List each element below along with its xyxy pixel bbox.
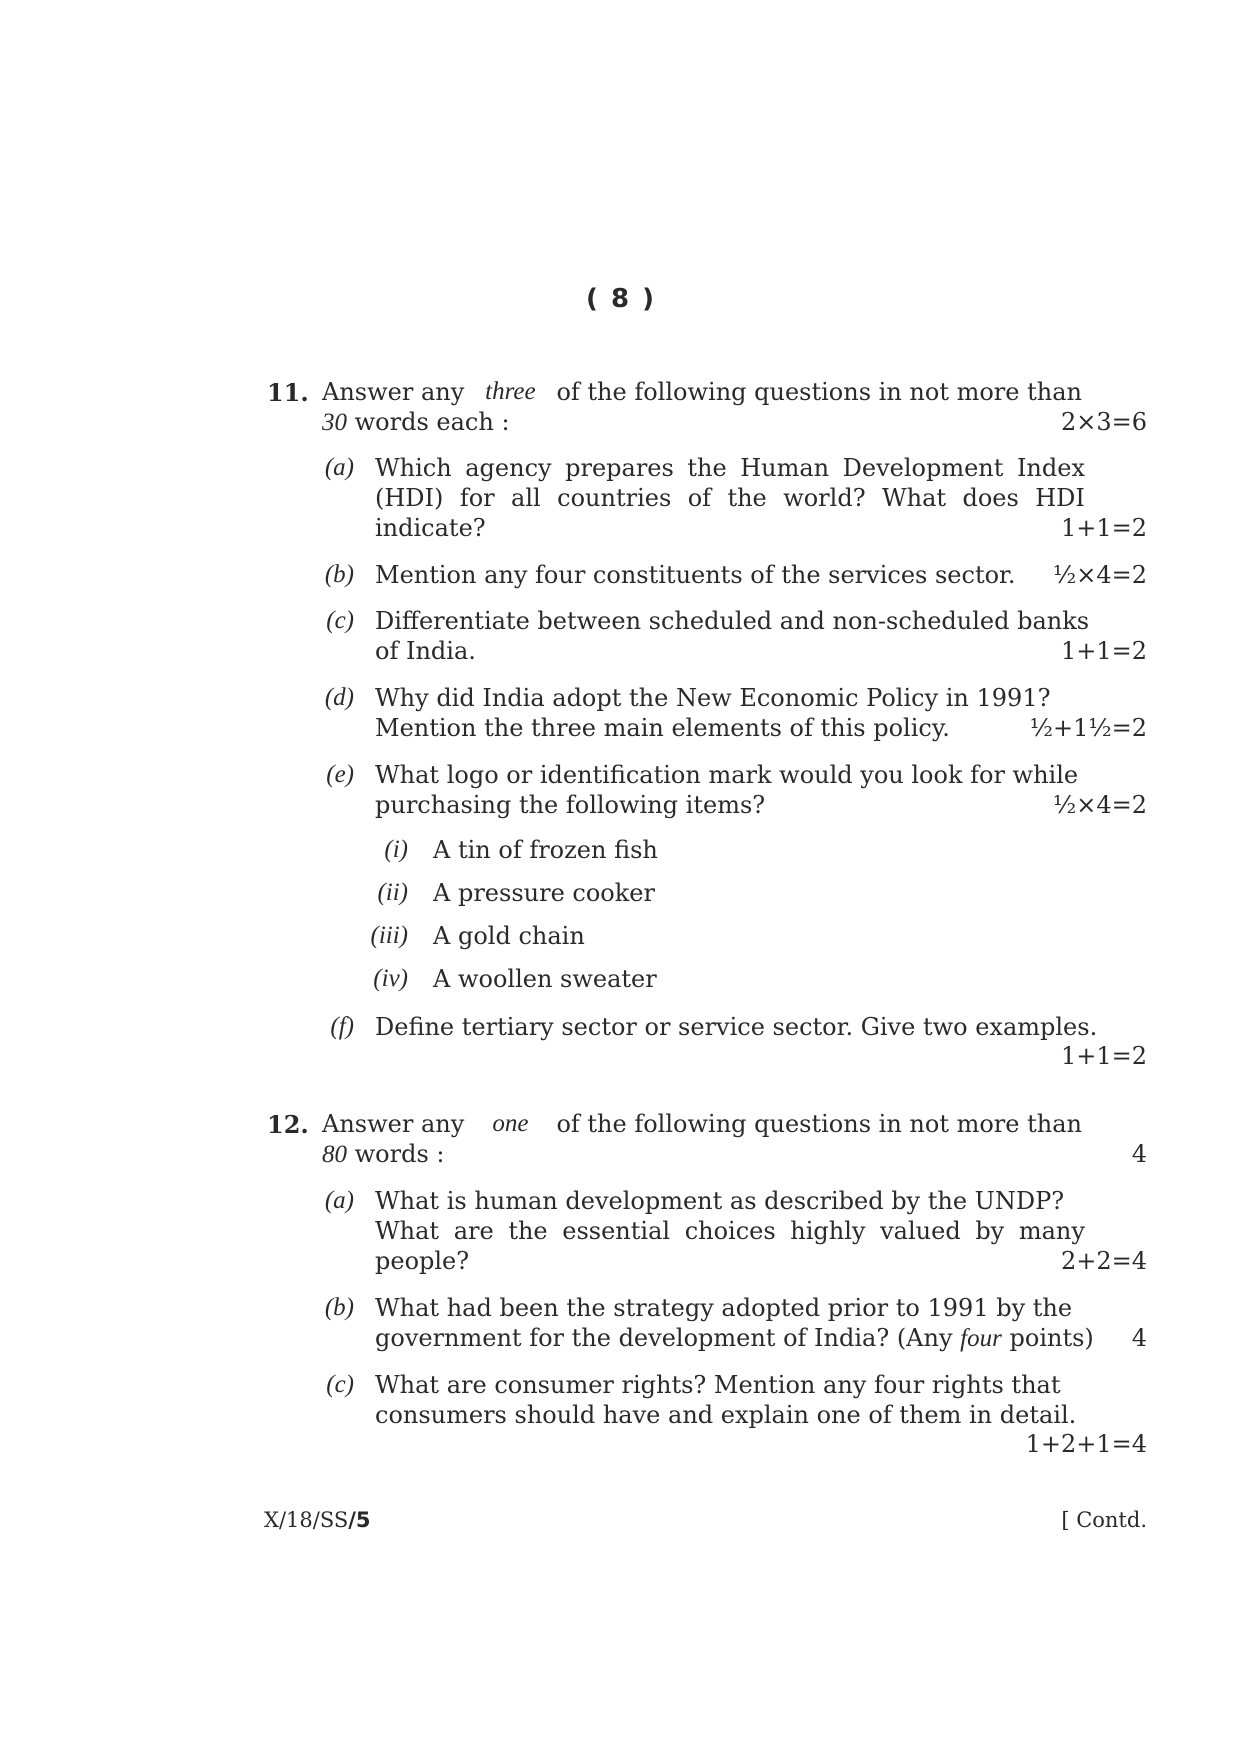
marks: 1+1=2 bbox=[1060, 1042, 1147, 1070]
footer-code: X/18/SS/5 bbox=[264, 1508, 371, 1532]
part-b-text: Mention any four constituents of the services sector. bbox=[375, 561, 1016, 589]
part-c-line1: What are consumer rights? Mention any four rights that bbox=[375, 1371, 1061, 1399]
marks: ½×4=2 bbox=[1052, 791, 1147, 819]
part-e-line1: What logo or identification mark would you look for while bbox=[375, 761, 1079, 789]
part-a-line1: What is human development as described by the UNDP? bbox=[375, 1187, 1065, 1215]
sub-item-label: (iv) bbox=[373, 965, 408, 992]
marks: ½+1½=2 bbox=[1029, 714, 1147, 742]
sub-item-text: A woollen sweater bbox=[433, 965, 657, 993]
part-c-line1: Differentiate between scheduled and non-scheduled banks bbox=[375, 607, 1090, 635]
part-a-line1: Which agency prepares the Human Development Index bbox=[375, 454, 1085, 482]
marks: 2+2=4 bbox=[1060, 1247, 1147, 1275]
question-number: 12. bbox=[267, 1110, 309, 1139]
marks: 2×3=6 bbox=[1060, 408, 1147, 436]
part-c-line2: consumers should have and explain one of them in detail. bbox=[375, 1401, 1077, 1429]
part-label: (b) bbox=[324, 1294, 354, 1321]
part-f-text: Define tertiary sector or service sector. Give two examples. bbox=[375, 1013, 1098, 1041]
sub-item-text: A tin of frozen fish bbox=[433, 836, 658, 864]
part-label: (c) bbox=[326, 607, 354, 634]
part-a-line2: (HDI) for all countries of the world? What does HDI bbox=[375, 484, 1085, 512]
marks: 1+1=2 bbox=[1060, 514, 1147, 542]
sub-item-label: (ii) bbox=[377, 879, 408, 906]
part-label: (e) bbox=[326, 761, 354, 788]
marks: 1+2+1=4 bbox=[1025, 1430, 1147, 1458]
part-a-line2: What are the essential choices highly valued by many bbox=[375, 1217, 1085, 1245]
footer-contd: [ Contd. bbox=[1061, 1508, 1147, 1532]
question-intro: Answer any one of the following questions in not more than bbox=[322, 1110, 1082, 1138]
page-number: ( 8 ) bbox=[586, 284, 656, 314]
question-intro-line2: 30 words each : bbox=[322, 408, 510, 436]
part-d-line1: Why did India adopt the New Economic Policy in 1991? bbox=[375, 684, 1051, 712]
marks: 1+1=2 bbox=[1060, 637, 1147, 665]
part-label: (d) bbox=[324, 684, 354, 711]
part-label: (f) bbox=[330, 1013, 354, 1040]
part-label: (c) bbox=[326, 1371, 354, 1398]
question-intro: Answer any three of the following questions in not more than bbox=[322, 378, 1082, 406]
marks: ½×4=2 bbox=[1052, 561, 1147, 589]
part-label: (a) bbox=[324, 454, 354, 481]
question-intro-line2: 80 words : bbox=[322, 1140, 445, 1168]
sub-item-text: A pressure cooker bbox=[433, 879, 655, 907]
marks: 4 bbox=[1131, 1324, 1147, 1352]
part-e-line2: purchasing the following items? bbox=[375, 791, 766, 819]
part-a-line3: people? bbox=[375, 1247, 470, 1275]
sub-item-text: A gold chain bbox=[433, 922, 585, 950]
marks: 4 bbox=[1131, 1140, 1147, 1168]
question-number: 11. bbox=[267, 378, 309, 407]
sub-item-label: (iii) bbox=[370, 922, 408, 949]
part-label: (a) bbox=[324, 1187, 354, 1214]
part-b-line1: What had been the strategy adopted prior to 1991 by the bbox=[375, 1294, 1073, 1322]
part-c-line2: of India. bbox=[375, 637, 476, 665]
part-label: (b) bbox=[324, 561, 354, 588]
part-b-line2: government for the development of India? (Any four points) bbox=[375, 1324, 1094, 1352]
part-d-line2: Mention the three main elements of this policy. bbox=[375, 714, 950, 742]
sub-item-label: (i) bbox=[384, 836, 408, 863]
part-a-line3: indicate? bbox=[375, 514, 486, 542]
